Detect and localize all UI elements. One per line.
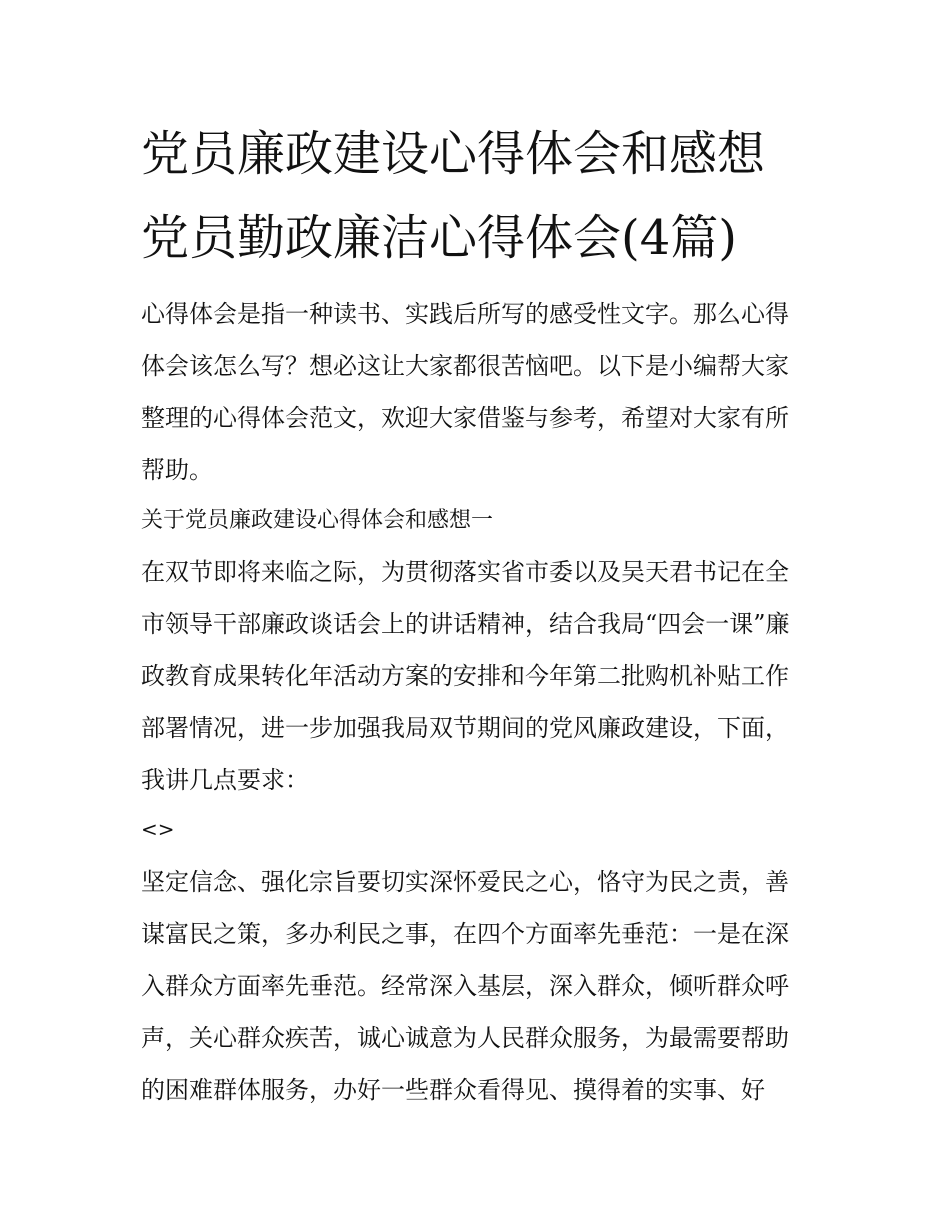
body-line: 的困难群体服务，办好一些群众看得见、摸得着的实事、好 bbox=[141, 1076, 765, 1104]
title-line-1: 党员廉政建设心得体会和感想 bbox=[141, 126, 766, 182]
section-marker: <> bbox=[141, 817, 175, 841]
body-paragraph-1 bbox=[141, 546, 813, 806]
body-line: 部署情况，进一步加强我局双节期间的党风廉政建设，下面， bbox=[141, 714, 789, 742]
intro-paragraph bbox=[141, 288, 813, 496]
body-line: 入群众方面率先垂范。经常深入基层，深入群众，倾听群众呼 bbox=[141, 972, 789, 1000]
body-line: 坚定信念、强化宗旨要切实深怀爱民之心，恪守为民之责，善 bbox=[141, 868, 789, 896]
intro-line: 帮助。 bbox=[141, 456, 213, 484]
document-title bbox=[141, 112, 813, 280]
body-paragraph-2 bbox=[141, 856, 813, 1116]
body-line: 在双节即将来临之际，为贯彻落实省市委以及吴天君书记在全 bbox=[141, 558, 789, 586]
section-heading: 关于党员廉政建设心得体会和感想一 bbox=[141, 508, 494, 533]
intro-line: 心得体会是指一种读书、实践后所写的感受性文字。那么心得 bbox=[141, 300, 789, 328]
intro-line: 体会该怎么写？想必这让大家都很苦恼吧。以下是小编帮大家 bbox=[141, 352, 789, 380]
body-line: 声，关心群众疾苦，诚心诚意为人民群众服务，为最需要帮助 bbox=[141, 1024, 789, 1052]
intro-line: 整理的心得体会范文，欢迎大家借鉴与参考，希望对大家有所 bbox=[141, 404, 789, 432]
body-line: 我讲几点要求： bbox=[141, 766, 309, 794]
body-line: 市领导干部廉政谈话会上的讲话精神，结合我局“四会一课”廉 bbox=[141, 610, 790, 638]
document-content bbox=[141, 112, 813, 1116]
body-line: 政教育成果转化年活动方案的安排和今年第二批购机补贴工作 bbox=[141, 662, 789, 690]
body-line: 谋富民之策，多办利民之事，在四个方面率先垂范：一是在深 bbox=[141, 920, 789, 948]
title-line-2: 党员勤政廉洁心得体会(4篇) bbox=[141, 210, 737, 266]
